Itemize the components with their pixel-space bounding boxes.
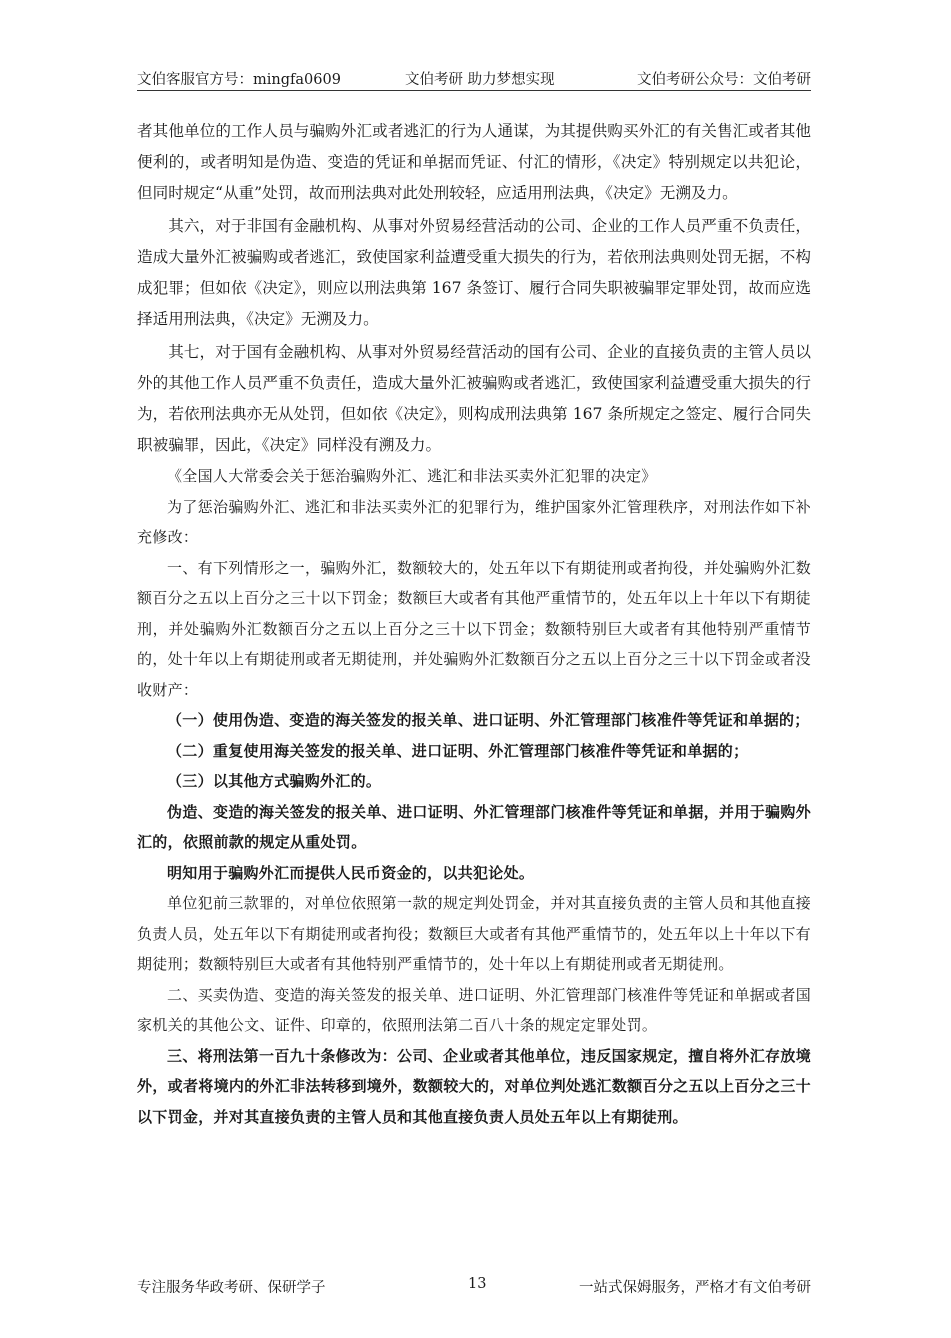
paragraph: 伪造、变造的海关签发的报关单、进口证明、外汇管理部门核准件等凭证和单据，并用于骗购外汇的，依照前款的规定从重处罚。 (137, 802, 811, 851)
page-number: 13 (468, 1276, 487, 1292)
decision-title: 《全国人大常委会关于惩治骗购外汇、逃汇和非法买卖外汇犯罪的决定》 (167, 467, 657, 485)
paragraph: 一、有下列情形之一，骗购外汇，数额较大的，处五年以下有期徒刑或者拘役，并处骗购外汇数额百分之五以上百分之三十以下罚金；数额巨大或者有其他严重情节的，处五年以上十年以下有期徒刑，并处骗购外汇数额百分之五以上百分之三十以下罚金；数额特别巨大或者有其他特别严重情节的，处十年以上有期徒刑或者无期徒刑，并处骗购外汇数额百分之五以上百分之三十以下罚金或者没收财产： (137, 558, 811, 699)
paragraph: 为了惩治骗购外汇、逃汇和非法买卖外汇的犯罪行为，维护国家外汇管理秩序，对刑法作如下补充修改： (137, 497, 811, 546)
paragraph: 其七，对于国有金融机构、从事对外贸易经营活动的国有公司、企业的直接负责的主管人员以外的其他工作人员严重不负责任，造成大量外汇被骗购或者逃汇，致使国家利益遭受重大损失的行为，若依刑法典亦无从处罚，但如依《决定》，则构成刑法典第 167 条所规定之签定、履行合同失职被骗罪，因此，《决定》同样没有溯及力。 (137, 343, 811, 454)
header-center: 文伯考研 助力梦想实现 (405, 72, 555, 88)
list-item: （二）重复使用海关签发的报关单、进口证明、外汇管理部门核准件等凭证和单据的； (167, 741, 749, 760)
page-body (137, 116, 811, 1132)
paragraph: 明知用于骗购外汇而提供人民币资金的，以共犯论处。 (167, 863, 535, 882)
paragraph: 其六，对于非国有金融机构、从事对外贸易经营活动的公司、企业的工作人员严重不负责任，造成大量外汇被骗购或者逃汇，致使国家利益遭受重大损失的行为，若依刑法典则处罚无据，不构成犯罪；但如依《决定》，则应以刑法典第 167 条签订、履行合同失职被骗罪定罪处罚，故而应选择适用刑法典，《决定》无溯及力。 (137, 217, 811, 328)
paragraph: 三、将刑法第一百九十条修改为：公司、企业或者其他单位，违反国家规定，擅自将外汇存放境外，或者将境内的外汇非法转移到境外，数额较大的，对单位判处逃汇数额百分之五以上百分之三十以下罚金，并对其直接负责的主管人员和其他直接负责人员处五年以上有期徒刑。 (137, 1046, 811, 1126)
footer-left: 专注服务华政考研、保研学子 (137, 1280, 326, 1296)
footer-right: 一站式保姆服务，严格才有文伯考研 (579, 1280, 811, 1296)
paragraph: 者其他单位的工作人员与骗购外汇或者逃汇的行为人通谋，为其提供购买外汇的有关售汇或者其他便利的，或者明知是伪造、变造的凭证和单据而凭证、付汇的情形，《决定》特别规定以共犯论，但同时规定“从重”处罚，故而刑法典对此处刑较轻，应适用刑法典，《决定》无溯及力。 (137, 122, 811, 202)
paragraph: 单位犯前三款罪的，对单位依照第一款的规定判处罚金，并对其直接负责的主管人员和其他直接负责人员，处五年以下有期徒刑或者拘役；数额巨大或者有其他严重情节的，处五年以上十年以下有期徒刑；数额特别巨大或者有其他特别严重情节的，处十年以上有期徒刑或者无期徒刑。 (137, 894, 811, 973)
page-footer (137, 1276, 811, 1296)
header-left: 文伯客服官方号：mingfa0609 (137, 72, 341, 88)
list-item: （一）使用伪造、变造的海关签发的报关单、进口证明、外汇管理部门核准件等凭证和单据的； (167, 711, 810, 729)
list-item: （三）以其他方式骗购外汇的。 (167, 772, 382, 790)
paragraph: 二、买卖伪造、变造的海关签发的报关单、进口证明、外汇管理部门核准件等凭证和单据或者国家机关的其他公文、证件、印章的，依照刑法第二百八十条的规定定罪处罚。 (137, 985, 811, 1034)
header-right: 文伯考研公众号：文伯考研 (637, 72, 811, 88)
page-header (137, 66, 811, 91)
